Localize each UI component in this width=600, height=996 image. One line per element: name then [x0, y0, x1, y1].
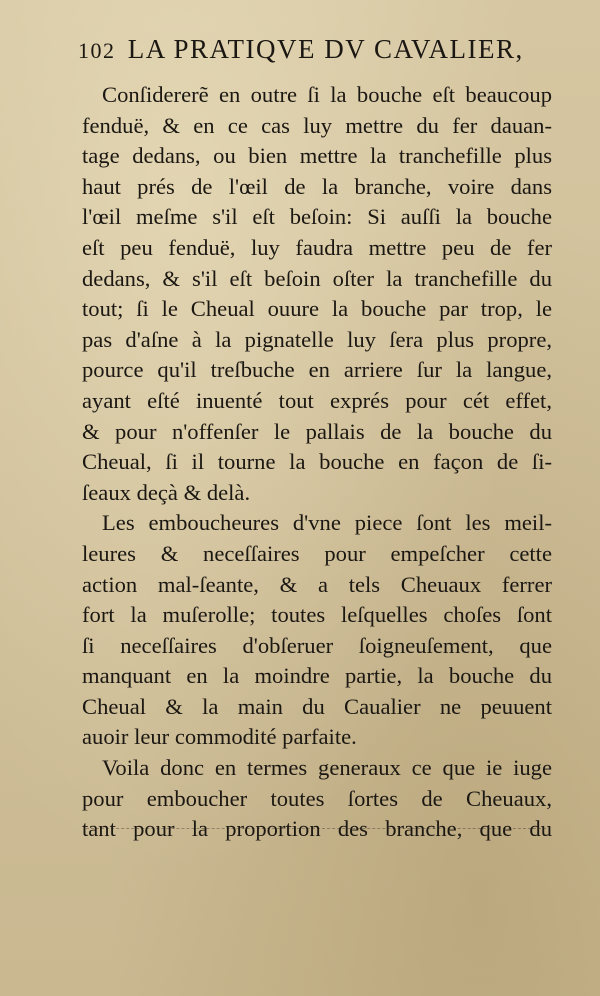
text-line: ayant eſté inuenté tout exprés pour cét effet, [82, 387, 552, 413]
text-line: & pour n'offenſer le pallais de la bouche du [82, 418, 552, 444]
text-line: tout; ſi le Cheual ouure la bouche par trop, le [82, 296, 552, 322]
text-line: Voila donc en termes generaux ce que ie iuge [102, 755, 552, 781]
text-line: manquant en la moindre partie, la bouche du [82, 663, 552, 689]
text-line: tage dedans, ou bien mettre la tranchefille plus [82, 143, 552, 169]
text-line: fort la muſerolle; toutes leſquelles choſes ſont [82, 602, 552, 628]
text-line: ſi neceſſaires d'obſeruer ſoigneuſement, que [82, 632, 552, 658]
bottom-rule [86, 828, 546, 829]
text-line: ſeaux deçà & delà. [82, 479, 251, 505]
text-line: fenduë, & en ce cas luy mettre du fer dauan- [82, 112, 552, 138]
running-title: LA PRATIQVE DV CAVALIER, [127, 34, 524, 64]
body-text [82, 80, 552, 845]
text-line: Cheual, ſi il tourne la bouche en façon de ſi- [82, 449, 552, 475]
text-line: leures & neceſſaires pour empeſcher cette [82, 540, 552, 566]
text-line: Cheual & la main du Caualier ne peuuent [82, 693, 552, 719]
text-line: action mal-ſeante, & a tels Cheuaux ferrer [82, 571, 552, 597]
text-line: haut prés de l'œil de la branche, voire dans [82, 173, 552, 199]
text-line: l'œil meſme s'il eſt beſoin: Si auſſi la bouche [82, 204, 552, 230]
text-line: pas d'aſne à la pignatelle luy ſera plus propre, [82, 326, 552, 352]
running-head [78, 34, 548, 74]
text-line: dedans, & s'il eſt beſoin oſter la tranchefille du [82, 265, 552, 291]
page-number: 102 [78, 38, 116, 63]
text-line: pource qu'il treſbuche en arriere ſur la langue, [82, 357, 552, 383]
text-line: Les emboucheures d'vne piece ſont les meil- [102, 510, 552, 536]
text-line: eſt peu fenduë, luy faudra mettre peu de fer [82, 234, 552, 260]
text-line: pour emboucher toutes ſortes de Cheuaux, [82, 785, 552, 811]
text-line: Conſidererẽ en outre ſi la bouche eſt beaucoup [102, 82, 552, 107]
text-line: tant pour la proportion des branche, que du [82, 816, 552, 842]
text-line: auoir leur commodité parfaite. [82, 724, 357, 750]
